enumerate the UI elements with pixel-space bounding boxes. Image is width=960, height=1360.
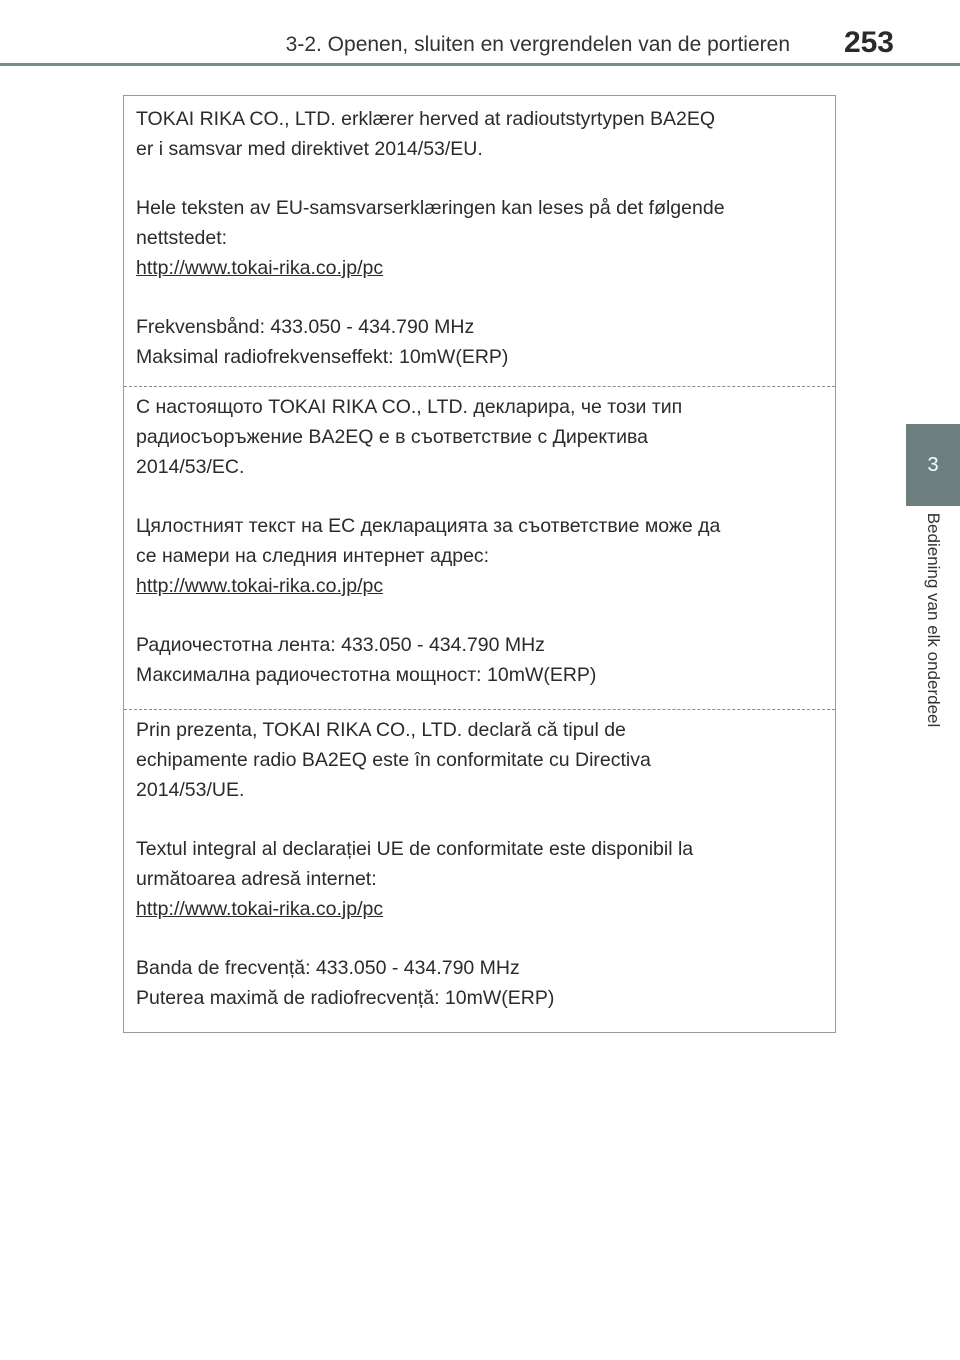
chapter-tab [906, 424, 960, 506]
chapter-label: Bediening van elk onderdeel [924, 512, 943, 728]
declaration-romanian [124, 709, 835, 1034]
declaration-line: С настоящото TOKAI RIKA CO., LTD. декларира, че този тип [136, 396, 683, 418]
max-power: Maksimal radiofrekvenseffekt: 10mW(ERP) [136, 346, 509, 368]
section-title: 3-2. Openen, sluiten en vergrendelen van de portieren [285, 33, 790, 56]
declaration-bulgarian [124, 386, 835, 709]
declaration-box [123, 95, 836, 1033]
declaration-line: Цялостният текст на ЕС декларацията за съответствие може да [136, 515, 721, 537]
declaration-line: радиосъоръжение BA2EQ е в съответствие с Директива [136, 426, 648, 448]
declaration-line: TOKAI RIKA CO., LTD. erklærer herved at radioutstyrtypen BA2EQ [136, 108, 716, 130]
declaration-url-link[interactable]: http://www.tokai-rika.co.jp/pc [136, 575, 384, 597]
page-number: 253 [843, 26, 894, 59]
declaration-line: nettstedet: [136, 227, 228, 249]
header-divider [0, 63, 960, 66]
chapter-number: 3 [927, 453, 939, 476]
declaration-line: Textul integral al declarației UE de conformitate este disponibil la [136, 838, 694, 860]
declaration-line: 2014/53/ЕС. [136, 456, 245, 478]
declaration-line: Hele teksten av EU-samsvarserklæringen kan leses på det følgende [136, 197, 725, 219]
declaration-line: се намери на следния интернет адрес: [136, 545, 490, 567]
declaration-line: Prin prezenta, TOKAI RIKA CO., LTD. declară că tipul de [136, 719, 626, 741]
declaration-url-link[interactable]: http://www.tokai-rika.co.jp/pc [136, 257, 384, 279]
max-power: Puterea maximă de radiofrecvență: 10mW(ERP) [136, 987, 555, 1009]
frequency-band: Banda de frecvență: 433.050 - 434.790 MHz [136, 957, 520, 979]
declaration-line: 2014/53/UE. [136, 779, 245, 801]
declaration-url-link[interactable]: http://www.tokai-rika.co.jp/pc [136, 898, 384, 920]
declaration-line: er i samsvar med direktivet 2014/53/EU. [136, 138, 483, 160]
declaration-norwegian [124, 96, 835, 386]
declaration-line: echipamente radio BA2EQ este în conformitate cu Directiva [136, 749, 651, 771]
page-header [0, 0, 960, 66]
frequency-band: Frekvensbånd: 433.050 - 434.790 MHz [136, 316, 475, 338]
max-power: Максимална радиочестотна мощност: 10mW(ERP) [136, 664, 597, 686]
declaration-line: următoarea adresă internet: [136, 868, 377, 890]
frequency-band: Радиочестотна лента: 433.050 - 434.790 MHz [136, 634, 545, 656]
